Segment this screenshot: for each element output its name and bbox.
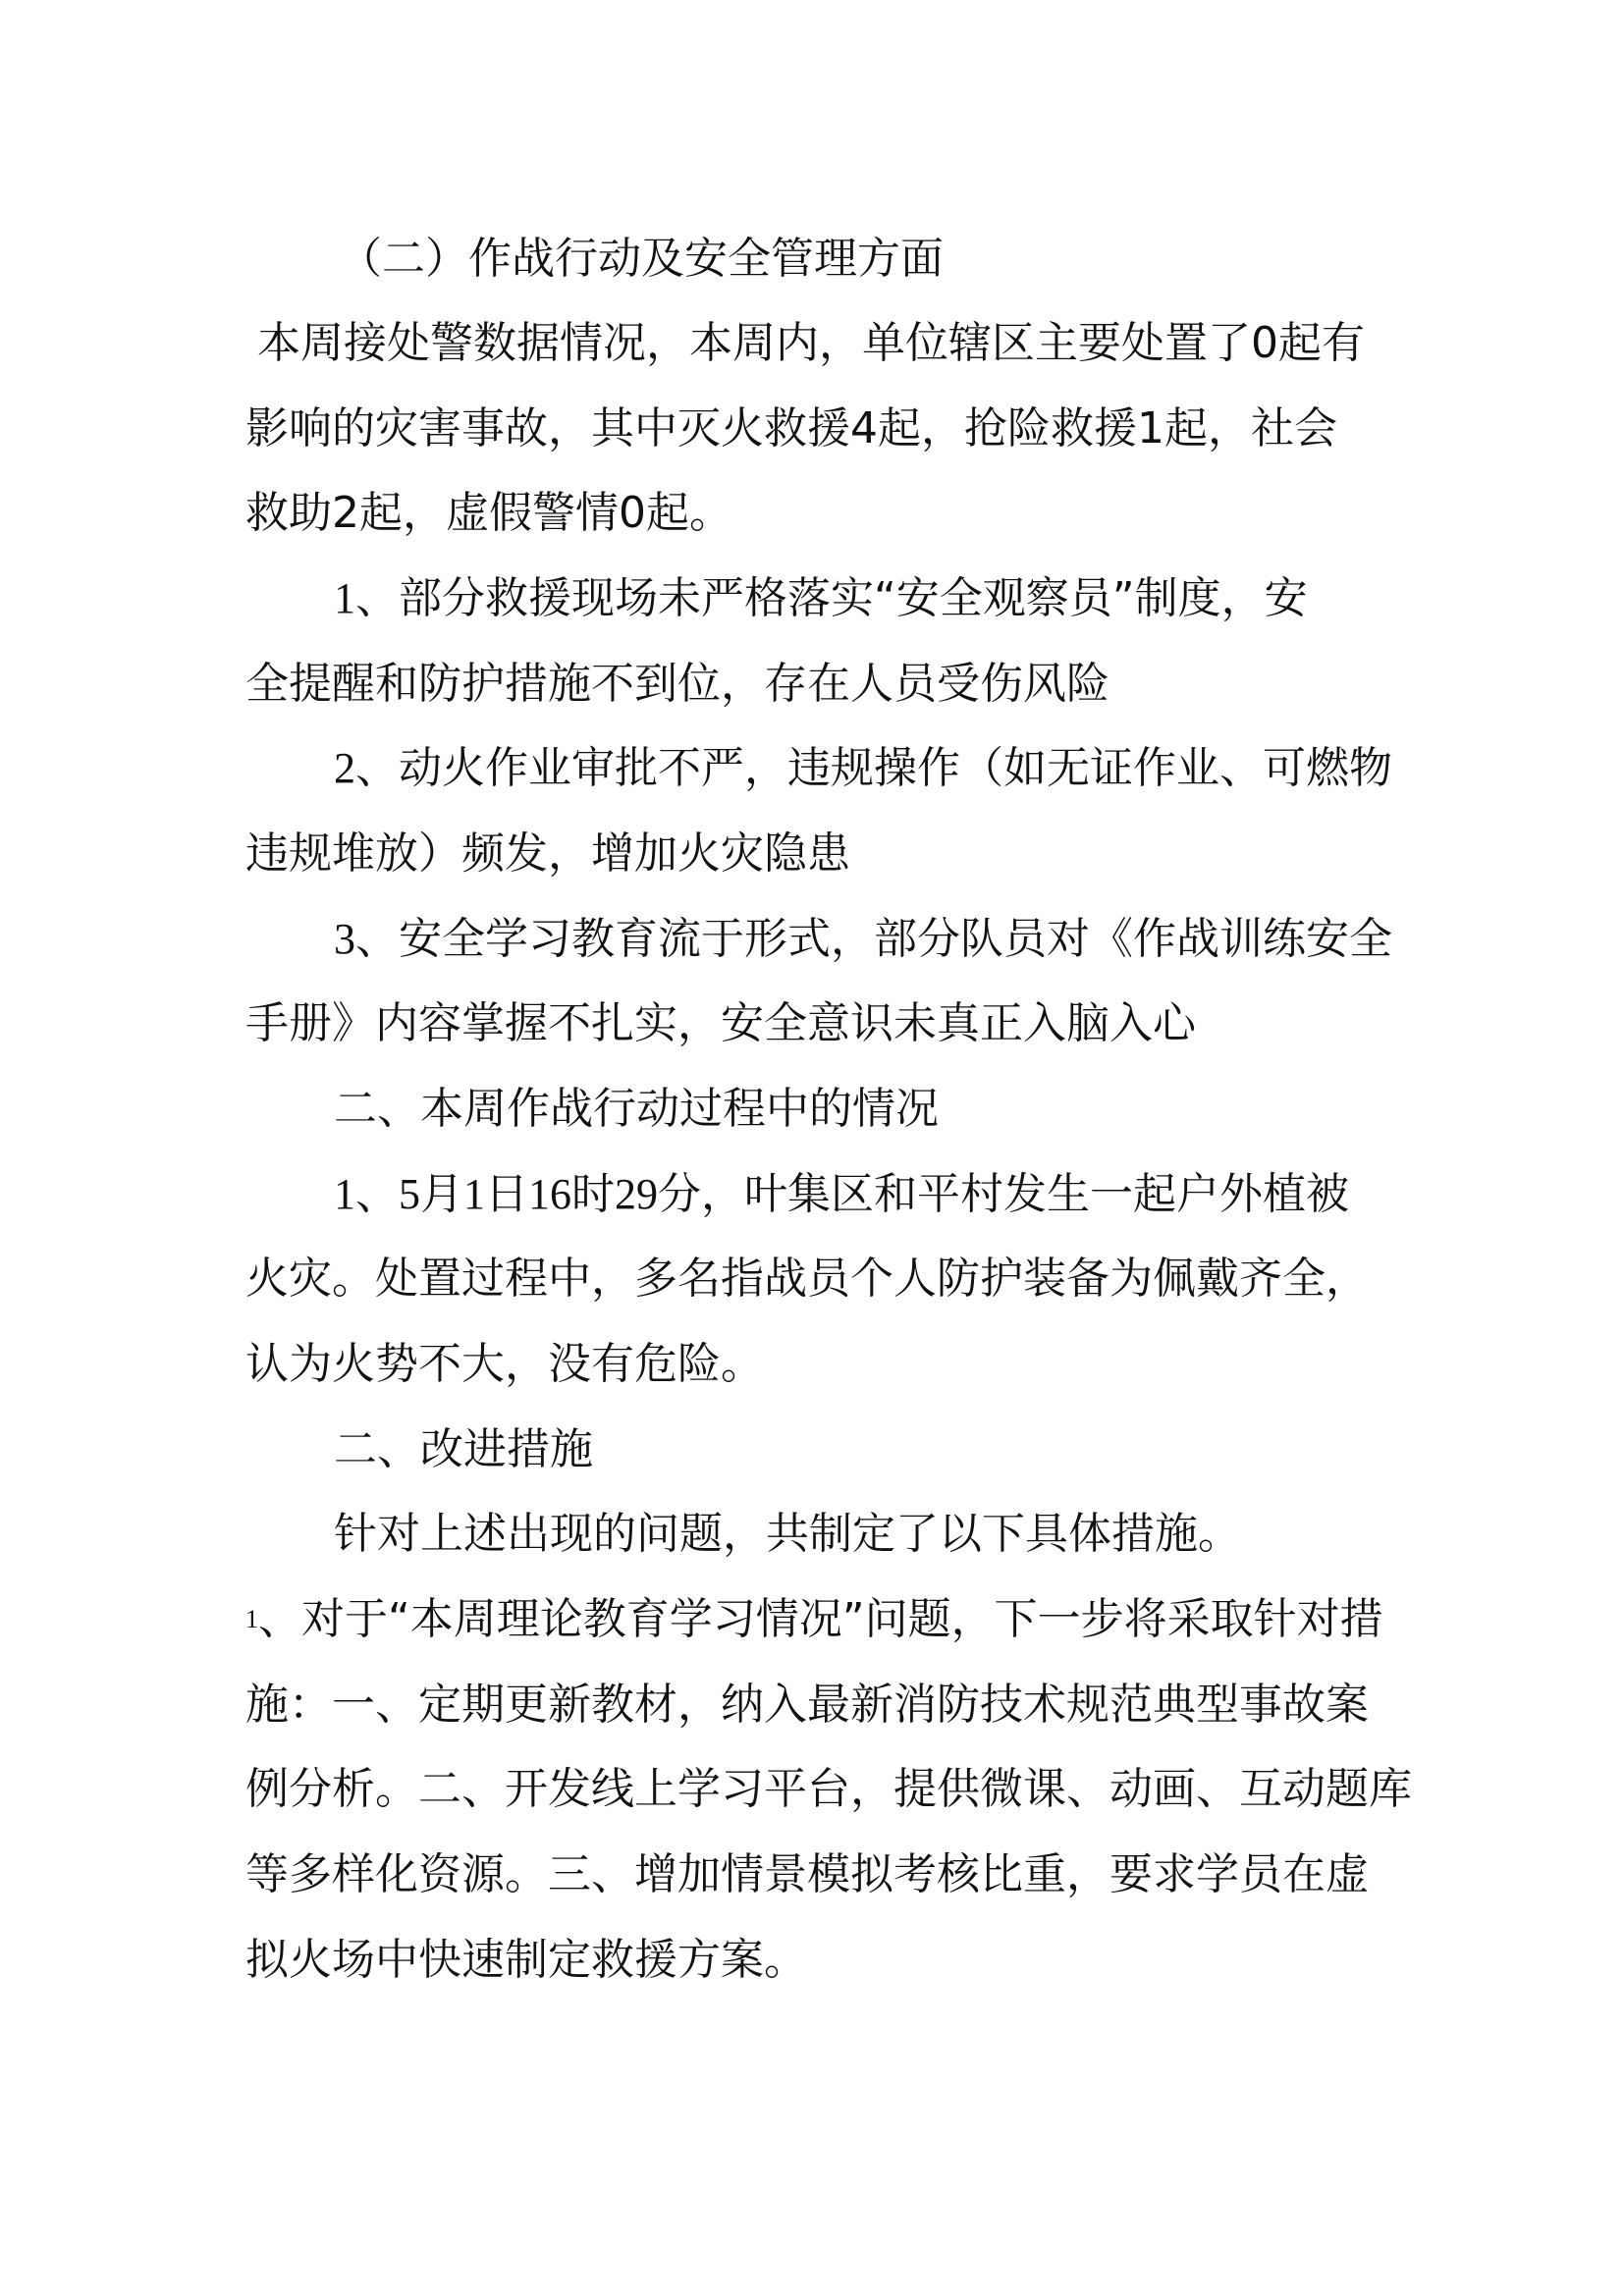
stats-paragraph-line-2: 影响的灾害事故，其中灭火救援4起，抢险救援1起，社会 [245,403,1337,454]
improvement-heading: 二、改进措施 [334,1424,593,1474]
issue-1-line-2: 全提醒和防护措施不到位，存在人员受伤风险 [245,659,1109,709]
issue-1-number: 1 [334,574,355,622]
operation-item-line-1 [334,1165,1349,1224]
operation-month-num: 5 [399,1170,420,1218]
issue-3-line-2: 手册》内容掌握不扎实，安全意识未真正入脑入心 [245,998,1196,1048]
measure-text-1: 、对于“本周理论教育学习情况”问题，下一步将采取针对措 [258,1594,1383,1644]
measure-line-5: 拟火场中快速制定救援方案。 [245,1935,807,1985]
operation-day-num: 1 [463,1170,485,1218]
issue-1-text: 、部分救援现场未严格落实“安全观察员”制度，安 [355,573,1308,623]
operation-hour-char: 时 [571,1169,615,1219]
operation-minute-num: 29 [615,1170,658,1218]
operation-hour-num: 16 [528,1170,571,1218]
issue-2-line-1 [334,739,1392,798]
issue-2-line-2: 违规堆放）频发，增加火灾隐患 [245,828,850,879]
operation-day-char: 日 [485,1169,528,1219]
measure-line-3: 例分析。二、开发线上学习平台，提供微课、动画、互动题库 [245,1764,1412,1814]
section-heading-text: （二）作战行动及安全管理方面 [339,234,944,284]
issue-2-text: 、动火作业审批不严，违规操作（如无证作业、可燃物 [355,743,1392,793]
measure-line-4: 等多样化资源。三、增加情景模拟考核比重，要求学员在虚 [245,1849,1369,1899]
operation-number: 1 [334,1170,355,1218]
measure-line-1 [245,1590,1383,1649]
section-heading-combat-safety [339,230,944,289]
measure-line-2: 施：一、定期更新教材，纳入最新消防技术规范典型事故案 [245,1680,1369,1730]
operation-rest: 分，叶集区和平村发生一起户外植被 [658,1169,1349,1219]
improvement-intro: 针对上述出现的问题，共制定了以下具体措施。 [334,1509,1241,1559]
operation-item-line-2: 火灾。处置过程中，多名指战员个人防护装备为佩戴齐全， [245,1254,1369,1304]
measure-number: 1 [245,1605,258,1633]
issue-3-text: 、安全学习教育流于形式，部分队员对《作战训练安全 [355,914,1392,964]
operation-sep: 、 [355,1169,399,1219]
stats-paragraph-line-1: 本周接处警数据情况，本周内，单位辖区主要处置了0起有 [257,318,1365,368]
operations-heading: 二、本周作战行动过程中的情况 [334,1084,939,1134]
issue-1-line-1 [334,569,1308,628]
issue-3-number: 3 [334,915,355,963]
operation-item-line-3: 认为火势不大，没有危险。 [245,1339,764,1389]
operation-month-char: 月 [420,1169,463,1219]
issue-2-number: 2 [334,744,355,792]
issue-3-line-1 [334,910,1392,969]
stats-paragraph-line-3: 救助2起，虚假警情0起。 [245,488,732,538]
